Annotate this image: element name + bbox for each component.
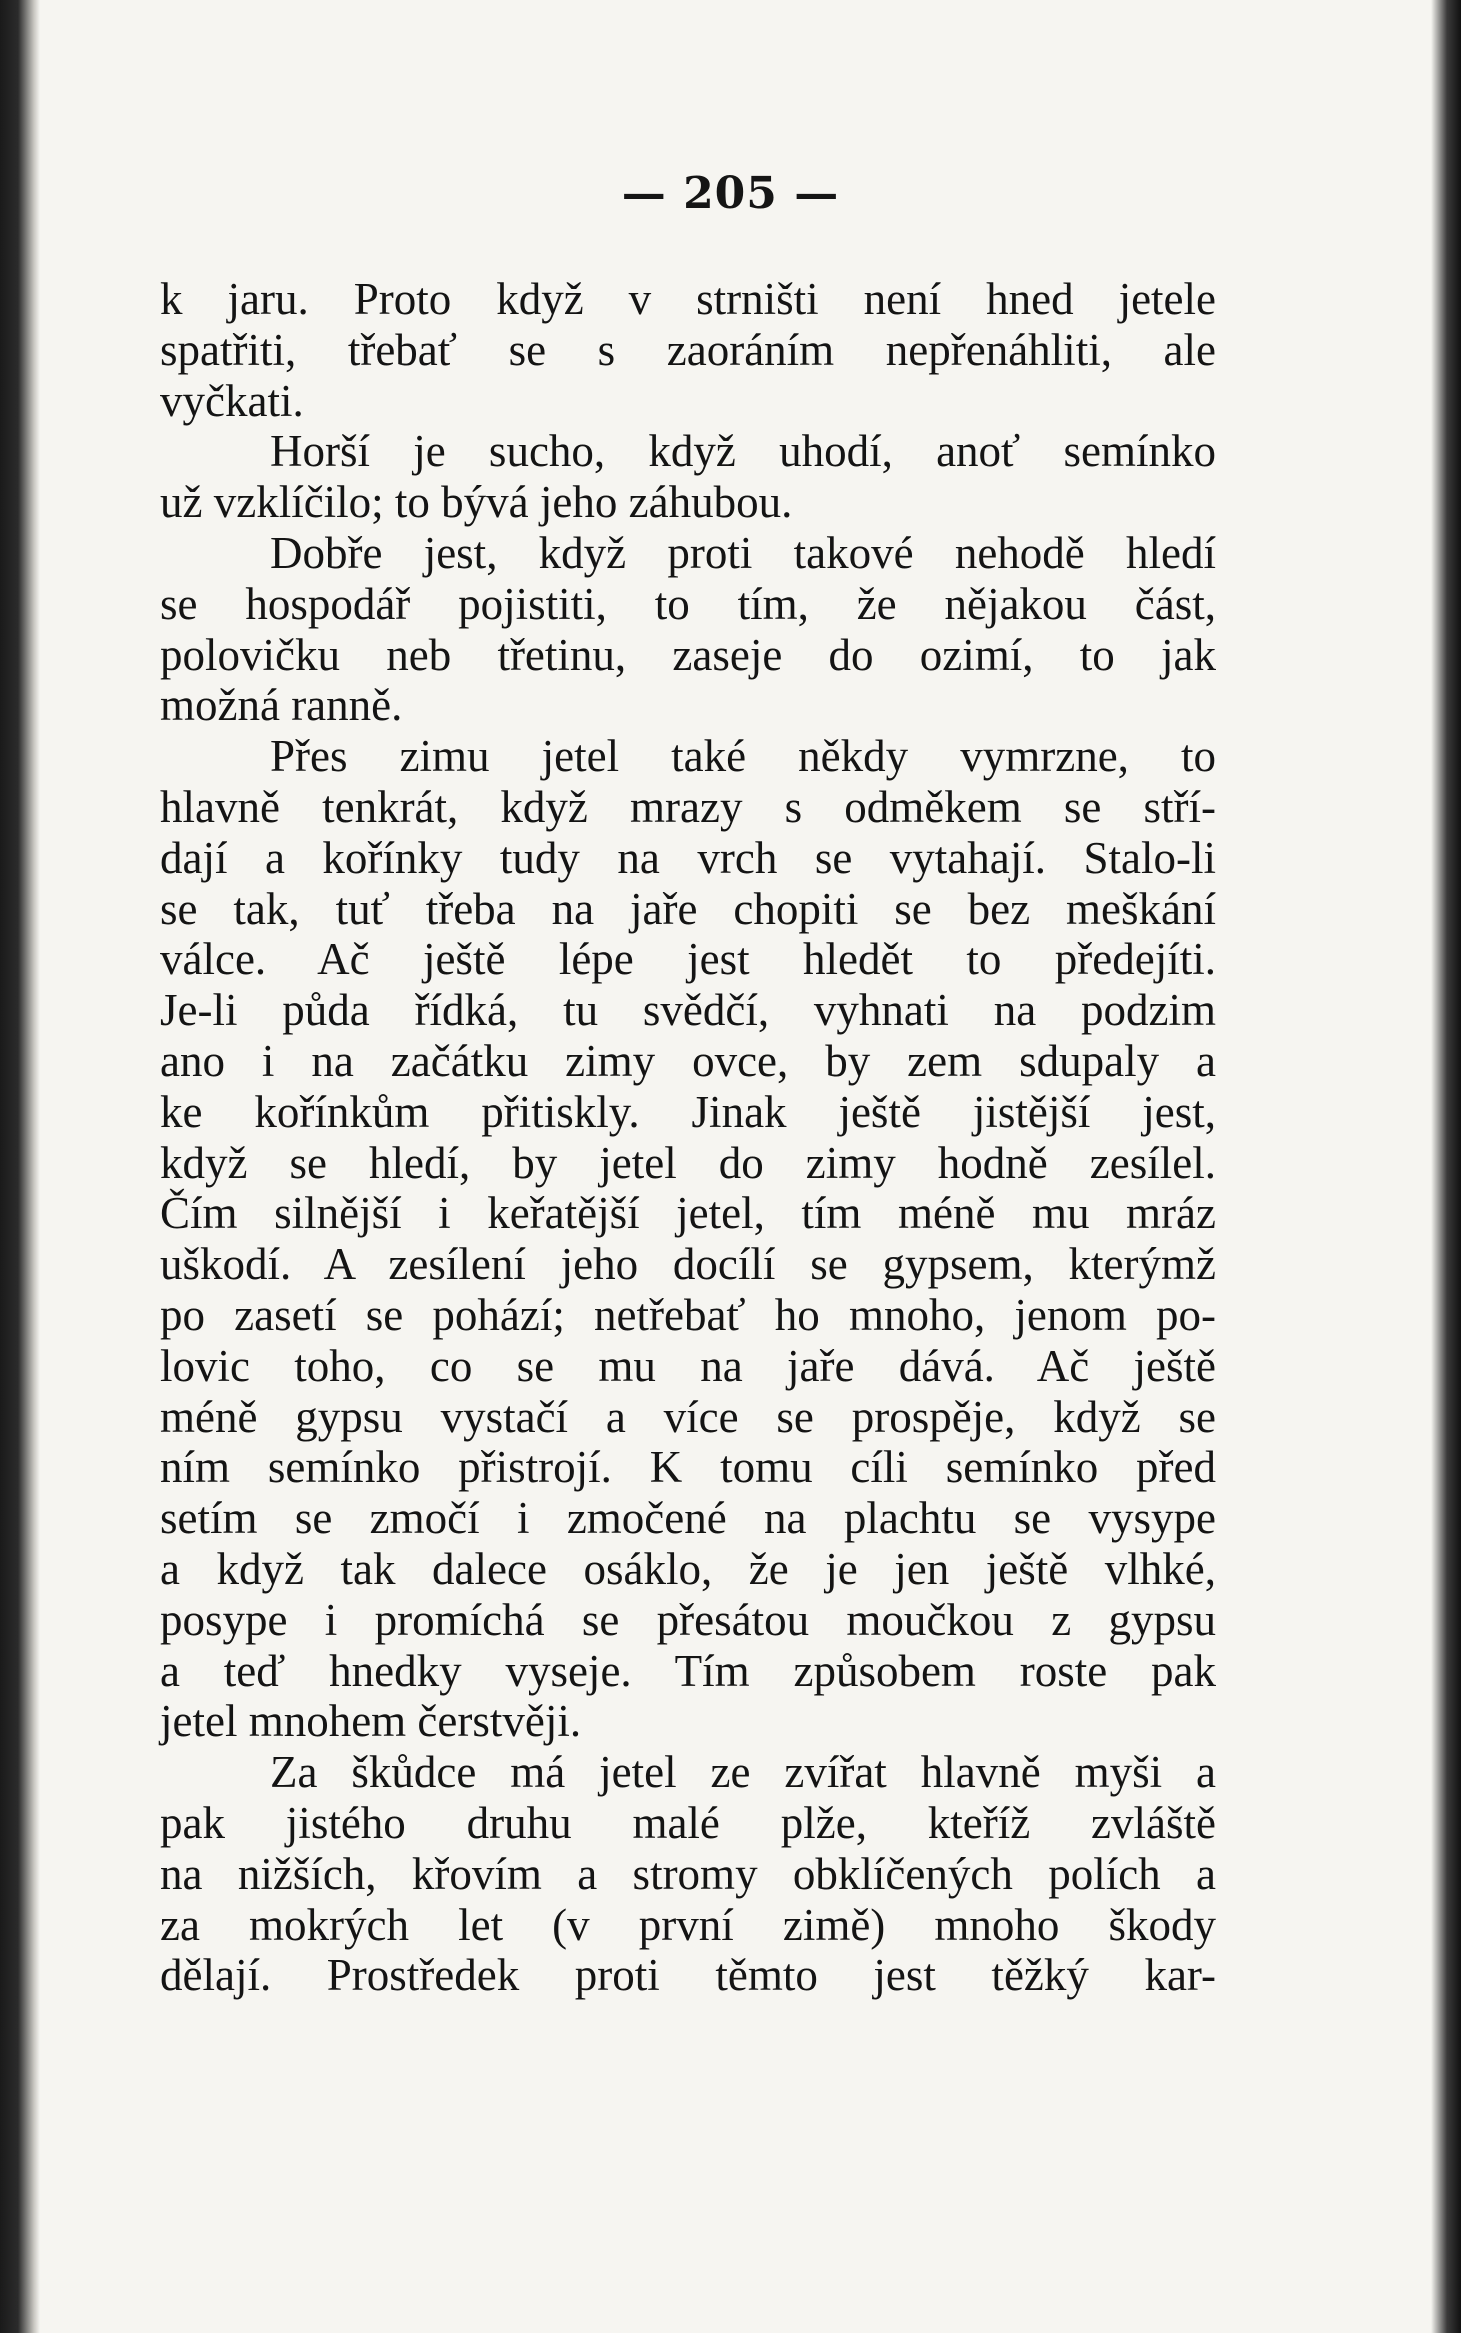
text-line: ním semínko přistrojí. K tomu cíli semínko před [160, 1442, 1216, 1493]
text-line: Je-li půda řídká, tu svědčí, vyhnati na podzim [160, 985, 1216, 1036]
text-line: Horší je sucho, když uhodí, anoť semínko [270, 426, 1216, 477]
text-line: válce. Ač ještě lépe jest hledět to předejíti. [160, 934, 1216, 985]
text-line: Čím silnější i keřatější jetel, tím méně mu mráz [160, 1188, 1216, 1239]
text-line: a když tak dalece osáklo, že je jen ještě vlhké, [160, 1543, 1216, 1594]
text-line: jetel mnohem čerstvěji. [160, 1696, 582, 1747]
text-line: po zasetí se pohází; netřebať ho mnoho, jenom po- [160, 1289, 1216, 1340]
text-line: vyčkati. [160, 375, 304, 426]
text-line: ke kořínkům přitiskly. Jinak ještě jistější jest, [160, 1086, 1216, 1137]
text-line: a teď hnedky vyseje. Tím způsobem roste pak [160, 1645, 1216, 1696]
page-edge-shadow-right [1431, 0, 1461, 2333]
page-edge-shadow-left [0, 0, 40, 2333]
text-line: na nižších, křovím a stromy obklíčených polích a [160, 1848, 1216, 1899]
text-line: polovičku neb třetinu, zaseje do ozimí, to jak [160, 629, 1216, 680]
text-line: uškodí. A zesílení jeho docílí se gypsem, kterýmž [160, 1239, 1216, 1290]
text-line: možná ranně. [160, 680, 403, 731]
text-line: hlavně tenkrát, když mrazy s odměkem se stří- [160, 781, 1216, 832]
text-line: posype i promíchá se přesátou moučkou z gypsu [160, 1594, 1216, 1645]
text-line: ano i na začátku zimy ovce, by zem sdupaly a [160, 1035, 1216, 1086]
text-line: setím se zmočí i zmočené na plachtu se vysype [160, 1493, 1216, 1544]
text-line: spatřiti, třebať se s zaoráním nepřenáhliti, ale [160, 324, 1216, 375]
text-line: se hospodář pojistiti, to tím, že nějakou část, [160, 578, 1216, 629]
text-line: za mokrých let (v první zimě) mnoho škody [160, 1899, 1216, 1950]
text-line: se tak, tuť třeba na jaře chopiti se bez meškání [160, 883, 1216, 934]
text-line: když se hledí, by jetel do zimy hodně zesílel. [160, 1137, 1216, 1188]
body-text [160, 274, 1216, 2001]
text-line: pak jistého druhu malé plže, kteříž zvláště [160, 1797, 1216, 1848]
text-line: lovic toho, co se mu na jaře dává. Ač ještě [160, 1340, 1216, 1391]
text-line: Přes zimu jetel také někdy vymrzne, to [270, 731, 1216, 782]
text-line: dají a kořínky tudy na vrch se vytahají. Stalo-li [160, 832, 1216, 883]
text-line: Za škůdce má jetel ze zvířat hlavně myši a [270, 1747, 1216, 1798]
text-line: méně gypsu vystačí a více se prospěje, když se [160, 1391, 1216, 1442]
text-line: už vzklíčilo; to bývá jeho záhubou. [160, 477, 793, 528]
page-number: — 205 — [621, 168, 840, 219]
text-line: Dobře jest, když proti takové nehodě hledí [270, 527, 1216, 578]
text-line: k jaru. Proto když v strništi není hned jetele [160, 274, 1216, 324]
text-line: dělají. Prostředek proti těmto jest těžký kar- [160, 1950, 1216, 2001]
